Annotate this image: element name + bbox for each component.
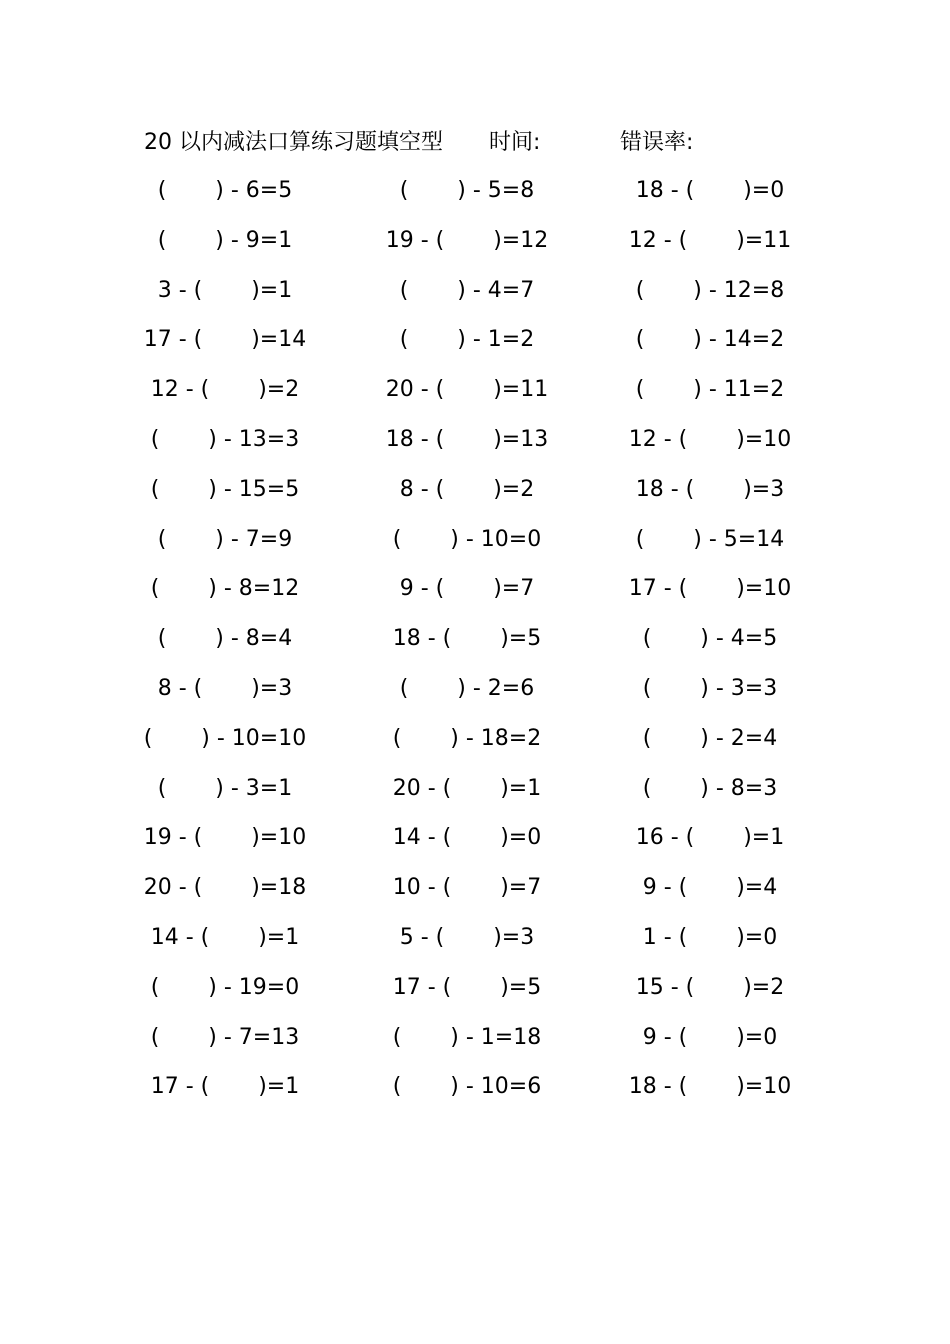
subtraction-problem: ( ) - 12=8 xyxy=(635,277,785,303)
subtraction-problem: ( ) - 14=2 xyxy=(635,327,785,353)
problem-row xyxy=(0,423,950,473)
subtraction-problem: 17 - ( )=10 xyxy=(628,576,792,602)
subtraction-problem: ( ) - 8=12 xyxy=(150,576,300,602)
problem-row xyxy=(0,274,950,324)
problem-row xyxy=(0,971,950,1021)
subtraction-problem: ( ) - 8=4 xyxy=(157,626,293,652)
subtraction-problem: 17 - ( )=1 xyxy=(150,1074,300,1100)
subtraction-problem: 18 - ( )=13 xyxy=(385,426,549,452)
error-rate-label: 错误率: xyxy=(620,130,694,155)
subtraction-problem: ( ) - 4=7 xyxy=(399,277,535,303)
subtraction-problem: 1 - ( )=0 xyxy=(642,924,778,950)
subtraction-problem: 18 - ( )=10 xyxy=(628,1074,792,1100)
subtraction-problem: 9 - ( )=7 xyxy=(399,576,535,602)
problem-row xyxy=(0,722,950,772)
subtraction-problem: 9 - ( )=4 xyxy=(642,875,778,901)
subtraction-problem: ( ) - 7=13 xyxy=(150,1024,300,1050)
subtraction-problem: 3 - ( )=1 xyxy=(157,277,293,303)
problem-row xyxy=(0,523,950,573)
problem-row xyxy=(0,821,950,871)
subtraction-problem: ( ) - 2=6 xyxy=(399,675,535,701)
subtraction-problem: 20 - ( )=11 xyxy=(385,377,549,403)
subtraction-problem: ( ) - 10=0 xyxy=(392,526,542,552)
problem-row xyxy=(0,1070,950,1120)
subtraction-problem: 15 - ( )=2 xyxy=(635,974,785,1000)
subtraction-problem: 18 - ( )=0 xyxy=(635,178,785,203)
subtraction-problem: ( ) - 10=6 xyxy=(392,1074,542,1100)
problem-row xyxy=(0,772,950,822)
subtraction-problem: ( ) - 3=1 xyxy=(157,775,293,801)
problem-row xyxy=(0,373,950,423)
subtraction-problem: 20 - ( )=18 xyxy=(143,875,307,901)
subtraction-problem: 12 - ( )=11 xyxy=(628,227,792,253)
subtraction-problem: ( ) - 13=3 xyxy=(150,426,300,452)
subtraction-problem: 8 - ( )=3 xyxy=(157,675,293,701)
subtraction-problem: ( ) - 1=18 xyxy=(392,1024,542,1050)
subtraction-problem: 18 - ( )=5 xyxy=(392,626,542,652)
subtraction-problem: 20 - ( )=1 xyxy=(392,775,542,801)
subtraction-problem: 14 - ( )=1 xyxy=(150,924,300,950)
worksheet-title: 20 以内减法口算练习题填空型 xyxy=(144,130,443,155)
subtraction-problem: 19 - ( )=12 xyxy=(385,227,549,253)
problem-row xyxy=(0,323,950,373)
problem-row xyxy=(0,871,950,921)
subtraction-problem: ( ) - 4=5 xyxy=(642,626,778,652)
subtraction-problem: ( ) - 9=1 xyxy=(157,227,293,253)
problem-row xyxy=(0,174,950,224)
problem-row xyxy=(0,672,950,722)
subtraction-problem: ( ) - 18=2 xyxy=(392,725,542,751)
subtraction-problem: ( ) - 15=5 xyxy=(150,476,300,502)
problem-row xyxy=(0,622,950,672)
subtraction-problem: 9 - ( )=0 xyxy=(642,1024,778,1050)
subtraction-problem: ( ) - 3=3 xyxy=(642,675,778,701)
problem-grid xyxy=(0,174,950,1120)
subtraction-problem: 8 - ( )=2 xyxy=(399,476,535,502)
subtraction-problem: 12 - ( )=10 xyxy=(628,426,792,452)
problem-row xyxy=(0,473,950,523)
subtraction-problem: ( ) - 6=5 xyxy=(157,178,293,203)
time-label: 时间: xyxy=(489,130,541,155)
problem-row xyxy=(0,224,950,274)
subtraction-problem: 17 - ( )=5 xyxy=(392,974,542,1000)
subtraction-problem: 18 - ( )=3 xyxy=(635,476,785,502)
subtraction-problem: 16 - ( )=1 xyxy=(635,825,785,851)
subtraction-problem: ( ) - 2=4 xyxy=(642,725,778,751)
problem-row xyxy=(0,1021,950,1071)
problem-row xyxy=(0,921,950,971)
problem-row xyxy=(0,572,950,622)
subtraction-problem: ( ) - 8=3 xyxy=(642,775,778,801)
subtraction-problem: ( ) - 5=14 xyxy=(635,526,785,552)
subtraction-problem: 17 - ( )=14 xyxy=(143,327,307,353)
subtraction-problem: ( ) - 5=8 xyxy=(399,178,535,203)
subtraction-problem: 10 - ( )=7 xyxy=(392,875,542,901)
subtraction-problem: 19 - ( )=10 xyxy=(143,825,307,851)
subtraction-problem: 14 - ( )=0 xyxy=(392,825,542,851)
subtraction-problem: 12 - ( )=2 xyxy=(150,377,300,403)
subtraction-problem: ( ) - 11=2 xyxy=(635,377,785,403)
subtraction-problem: ( ) - 7=9 xyxy=(157,526,293,552)
subtraction-problem: ( ) - 10=10 xyxy=(143,725,307,751)
subtraction-problem: 5 - ( )=3 xyxy=(399,924,535,950)
subtraction-problem: ( ) - 1=2 xyxy=(399,327,535,353)
subtraction-problem: ( ) - 19=0 xyxy=(150,974,300,1000)
